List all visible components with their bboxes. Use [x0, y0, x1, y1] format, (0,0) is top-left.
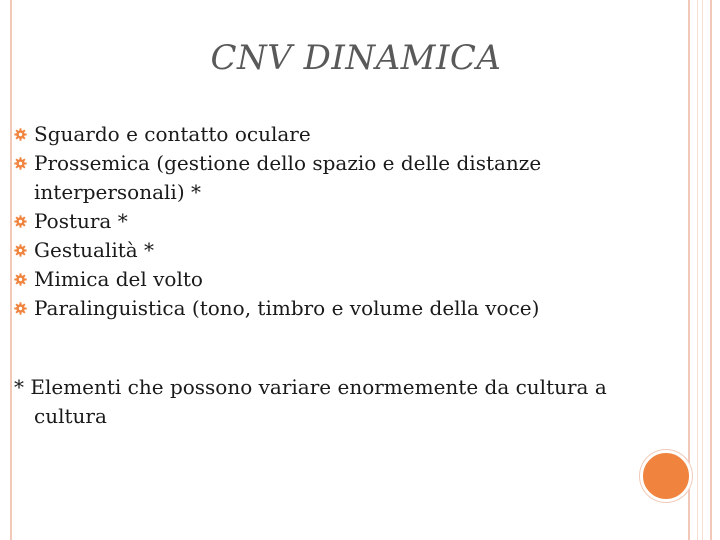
- list-item: [14, 294, 614, 323]
- gear-icon: [14, 244, 27, 257]
- decorative-circle: [640, 450, 692, 502]
- footnote: * Elementi che possono variare enormemente da cultura a cultura: [14, 375, 607, 428]
- list-item-text: Gestualità *: [34, 238, 155, 262]
- list-item-text: Paralinguistica (tono, timbro e volume della voce): [34, 296, 540, 320]
- gear-icon: [14, 215, 27, 228]
- list-item-text: Mimica del volto: [34, 267, 203, 291]
- bullet-list: [14, 120, 614, 323]
- left-border-decoration: [0, 0, 12, 540]
- list-item-text: Sguardo e contatto oculare: [34, 122, 311, 146]
- list-item: [14, 120, 614, 149]
- gear-icon: [14, 157, 27, 170]
- gear-icon: [14, 302, 27, 315]
- list-item-text: Prossemica (gestione dello spazio e delle distanze interpersonali) *: [34, 151, 542, 204]
- list-item: [14, 149, 614, 207]
- slide-title: CNV DINAMICA: [210, 38, 502, 78]
- list-item: [14, 265, 614, 294]
- gear-icon: [14, 273, 27, 286]
- list-item: [14, 236, 614, 265]
- right-border-line: [697, 0, 703, 540]
- list-item: [14, 207, 614, 236]
- gear-icon: [14, 128, 27, 141]
- list-item-text: Postura *: [34, 209, 128, 233]
